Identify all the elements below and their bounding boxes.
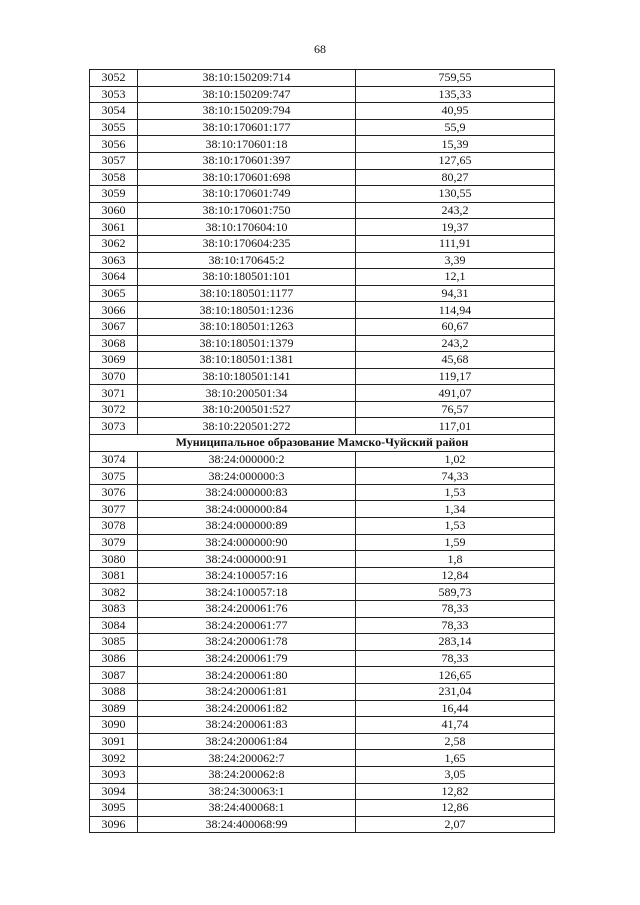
row-number: 3076	[90, 484, 138, 501]
cadastral-number: 38:24:300063:1	[138, 783, 356, 800]
area-value: 135,33	[356, 86, 555, 103]
row-number: 3052	[90, 70, 138, 87]
area-value: 78,33	[356, 601, 555, 618]
row-number: 3089	[90, 700, 138, 717]
cadastral-number: 38:10:180501:1379	[138, 335, 356, 352]
table-row	[90, 567, 555, 584]
cadastral-number: 38:10:220501:272	[138, 418, 356, 435]
row-number: 3057	[90, 152, 138, 169]
row-number: 3094	[90, 783, 138, 800]
area-value: 117,01	[356, 418, 555, 435]
table-row	[90, 700, 555, 717]
area-value: 283,14	[356, 634, 555, 651]
cadastral-number: 38:24:200061:81	[138, 683, 356, 700]
area-value: 1,59	[356, 534, 555, 551]
table-row	[90, 468, 555, 485]
table-row	[90, 169, 555, 186]
area-value: 94,31	[356, 285, 555, 302]
table-row	[90, 103, 555, 120]
cadastral-number: 38:24:200061:82	[138, 700, 356, 717]
area-value: 3,39	[356, 252, 555, 269]
area-value: 41,74	[356, 717, 555, 734]
table-row	[90, 119, 555, 136]
cadastral-number: 38:10:150209:794	[138, 103, 356, 120]
row-number: 3088	[90, 683, 138, 700]
table-row	[90, 783, 555, 800]
row-number: 3081	[90, 567, 138, 584]
cadastral-number: 38:10:170601:750	[138, 202, 356, 219]
row-number: 3078	[90, 518, 138, 535]
area-value: 45,68	[356, 352, 555, 369]
row-number: 3077	[90, 501, 138, 518]
cadastral-number: 38:10:170601:18	[138, 136, 356, 153]
area-value: 1,02	[356, 451, 555, 468]
row-number: 3091	[90, 733, 138, 750]
area-value: 2,58	[356, 733, 555, 750]
row-number: 3060	[90, 202, 138, 219]
area-value: 16,44	[356, 700, 555, 717]
cadastral-number: 38:24:400068:99	[138, 816, 356, 833]
table-row	[90, 70, 555, 87]
row-number: 3061	[90, 219, 138, 236]
table-row	[90, 683, 555, 700]
table-row	[90, 501, 555, 518]
row-number: 3059	[90, 186, 138, 203]
table-row	[90, 667, 555, 684]
table-row	[90, 269, 555, 286]
table-row	[90, 186, 555, 203]
cadastral-number: 38:24:000000:89	[138, 518, 356, 535]
row-number: 3058	[90, 169, 138, 186]
table-row	[90, 219, 555, 236]
cadastral-number: 38:24:400068:1	[138, 800, 356, 817]
area-value: 1,65	[356, 750, 555, 767]
cadastral-number: 38:24:000000:84	[138, 501, 356, 518]
table-row	[90, 601, 555, 618]
table-row	[90, 418, 555, 435]
area-value: 589,73	[356, 584, 555, 601]
area-value: 78,33	[356, 617, 555, 634]
cadastral-number: 38:10:170604:235	[138, 235, 356, 252]
row-number: 3084	[90, 617, 138, 634]
table-row	[90, 368, 555, 385]
cadastral-number: 38:24:200062:8	[138, 766, 356, 783]
area-value: 1,8	[356, 551, 555, 568]
cadastral-number: 38:10:170601:397	[138, 152, 356, 169]
table-row	[90, 152, 555, 169]
table-row	[90, 750, 555, 767]
table-row	[90, 86, 555, 103]
table-row	[90, 717, 555, 734]
cadastral-number: 38:10:170604:10	[138, 219, 356, 236]
area-value: 1,34	[356, 501, 555, 518]
table-row	[90, 352, 555, 369]
cadastral-number: 38:24:000000:90	[138, 534, 356, 551]
table-row	[90, 318, 555, 335]
area-value: 1,53	[356, 518, 555, 535]
section-heading: Муниципальное образование Мамско-Чуйский район	[90, 435, 555, 452]
area-value: 60,67	[356, 318, 555, 335]
row-number: 3070	[90, 368, 138, 385]
table-row	[90, 617, 555, 634]
table-row	[90, 584, 555, 601]
cadastral-number: 38:24:200061:84	[138, 733, 356, 750]
cadastral-number: 38:10:180501:1236	[138, 302, 356, 319]
table-row	[90, 136, 555, 153]
area-value: 12,82	[356, 783, 555, 800]
area-value: 15,39	[356, 136, 555, 153]
cadastral-number: 38:10:150209:714	[138, 70, 356, 87]
row-number: 3096	[90, 816, 138, 833]
cadastral-number: 38:10:150209:747	[138, 86, 356, 103]
cadastral-number: 38:24:000000:83	[138, 484, 356, 501]
page-number: 68	[314, 42, 326, 56]
cadastral-number: 38:10:170601:177	[138, 119, 356, 136]
cadastral-number: 38:24:100057:16	[138, 567, 356, 584]
area-value: 19,37	[356, 219, 555, 236]
table-row	[90, 202, 555, 219]
area-value: 1,53	[356, 484, 555, 501]
table-row	[90, 733, 555, 750]
cadastral-table	[89, 69, 555, 833]
table-row	[90, 634, 555, 651]
table-row	[90, 401, 555, 418]
cadastral-number: 38:10:170645:2	[138, 252, 356, 269]
table-row	[90, 252, 555, 269]
cadastral-number: 38:24:100057:18	[138, 584, 356, 601]
table-row	[90, 816, 555, 833]
cadastral-number: 38:24:200061:79	[138, 650, 356, 667]
cadastral-number: 38:24:000000:3	[138, 468, 356, 485]
cadastral-number: 38:24:200061:77	[138, 617, 356, 634]
area-value: 3,05	[356, 766, 555, 783]
table-row	[90, 766, 555, 783]
cadastral-number: 38:24:000000:91	[138, 551, 356, 568]
row-number: 3072	[90, 401, 138, 418]
cadastral-number: 38:24:200061:80	[138, 667, 356, 684]
row-number: 3079	[90, 534, 138, 551]
row-number: 3082	[90, 584, 138, 601]
table-row	[90, 385, 555, 402]
row-number: 3069	[90, 352, 138, 369]
section-row	[90, 435, 555, 452]
area-value: 111,91	[356, 235, 555, 252]
cadastral-number: 38:10:170601:698	[138, 169, 356, 186]
row-number: 3092	[90, 750, 138, 767]
cadastral-number: 38:24:200061:83	[138, 717, 356, 734]
row-number: 3054	[90, 103, 138, 120]
area-value: 243,2	[356, 335, 555, 352]
area-value: 119,17	[356, 368, 555, 385]
row-number: 3080	[90, 551, 138, 568]
area-value: 12,84	[356, 567, 555, 584]
row-number: 3074	[90, 451, 138, 468]
table-row	[90, 800, 555, 817]
cadastral-number: 38:10:180501:1381	[138, 352, 356, 369]
table-row	[90, 518, 555, 535]
cadastral-number: 38:24:200061:78	[138, 634, 356, 651]
area-value: 78,33	[356, 650, 555, 667]
table-row	[90, 302, 555, 319]
cadastral-number: 38:24:200061:76	[138, 601, 356, 618]
row-number: 3062	[90, 235, 138, 252]
row-number: 3083	[90, 601, 138, 618]
cadastral-number: 38:24:000000:2	[138, 451, 356, 468]
row-number: 3075	[90, 468, 138, 485]
row-number: 3067	[90, 318, 138, 335]
area-value: 2,07	[356, 816, 555, 833]
row-number: 3071	[90, 385, 138, 402]
area-value: 759,55	[356, 70, 555, 87]
table-row	[90, 335, 555, 352]
row-number: 3093	[90, 766, 138, 783]
cadastral-number: 38:10:180501:1263	[138, 318, 356, 335]
table-row	[90, 285, 555, 302]
area-value: 40,95	[356, 103, 555, 120]
cadastral-number: 38:24:200062:7	[138, 750, 356, 767]
table-body	[90, 70, 555, 833]
area-value: 74,33	[356, 468, 555, 485]
row-number: 3056	[90, 136, 138, 153]
row-number: 3085	[90, 634, 138, 651]
area-value: 55,9	[356, 119, 555, 136]
cadastral-number: 38:10:180501:1177	[138, 285, 356, 302]
row-number: 3053	[90, 86, 138, 103]
row-number: 3087	[90, 667, 138, 684]
row-number: 3064	[90, 269, 138, 286]
area-value: 12,1	[356, 269, 555, 286]
area-value: 12,86	[356, 800, 555, 817]
area-value: 231,04	[356, 683, 555, 700]
area-value: 127,65	[356, 152, 555, 169]
row-number: 3086	[90, 650, 138, 667]
table-row	[90, 650, 555, 667]
area-value: 80,27	[356, 169, 555, 186]
row-number: 3055	[90, 119, 138, 136]
table-row	[90, 451, 555, 468]
table-row	[90, 534, 555, 551]
area-value: 130,55	[356, 186, 555, 203]
row-number: 3090	[90, 717, 138, 734]
area-value: 243,2	[356, 202, 555, 219]
cadastral-number: 38:10:200501:527	[138, 401, 356, 418]
cadastral-number: 38:10:180501:141	[138, 368, 356, 385]
row-number: 3073	[90, 418, 138, 435]
area-value: 76,57	[356, 401, 555, 418]
row-number: 3066	[90, 302, 138, 319]
cadastral-number: 38:10:170601:749	[138, 186, 356, 203]
area-value: 114,94	[356, 302, 555, 319]
table-row	[90, 484, 555, 501]
cadastral-number: 38:10:200501:34	[138, 385, 356, 402]
cadastral-number: 38:10:180501:101	[138, 269, 356, 286]
table-row	[90, 551, 555, 568]
table-row	[90, 235, 555, 252]
row-number: 3068	[90, 335, 138, 352]
row-number: 3095	[90, 800, 138, 817]
row-number: 3065	[90, 285, 138, 302]
area-value: 126,65	[356, 667, 555, 684]
row-number: 3063	[90, 252, 138, 269]
area-value: 491,07	[356, 385, 555, 402]
